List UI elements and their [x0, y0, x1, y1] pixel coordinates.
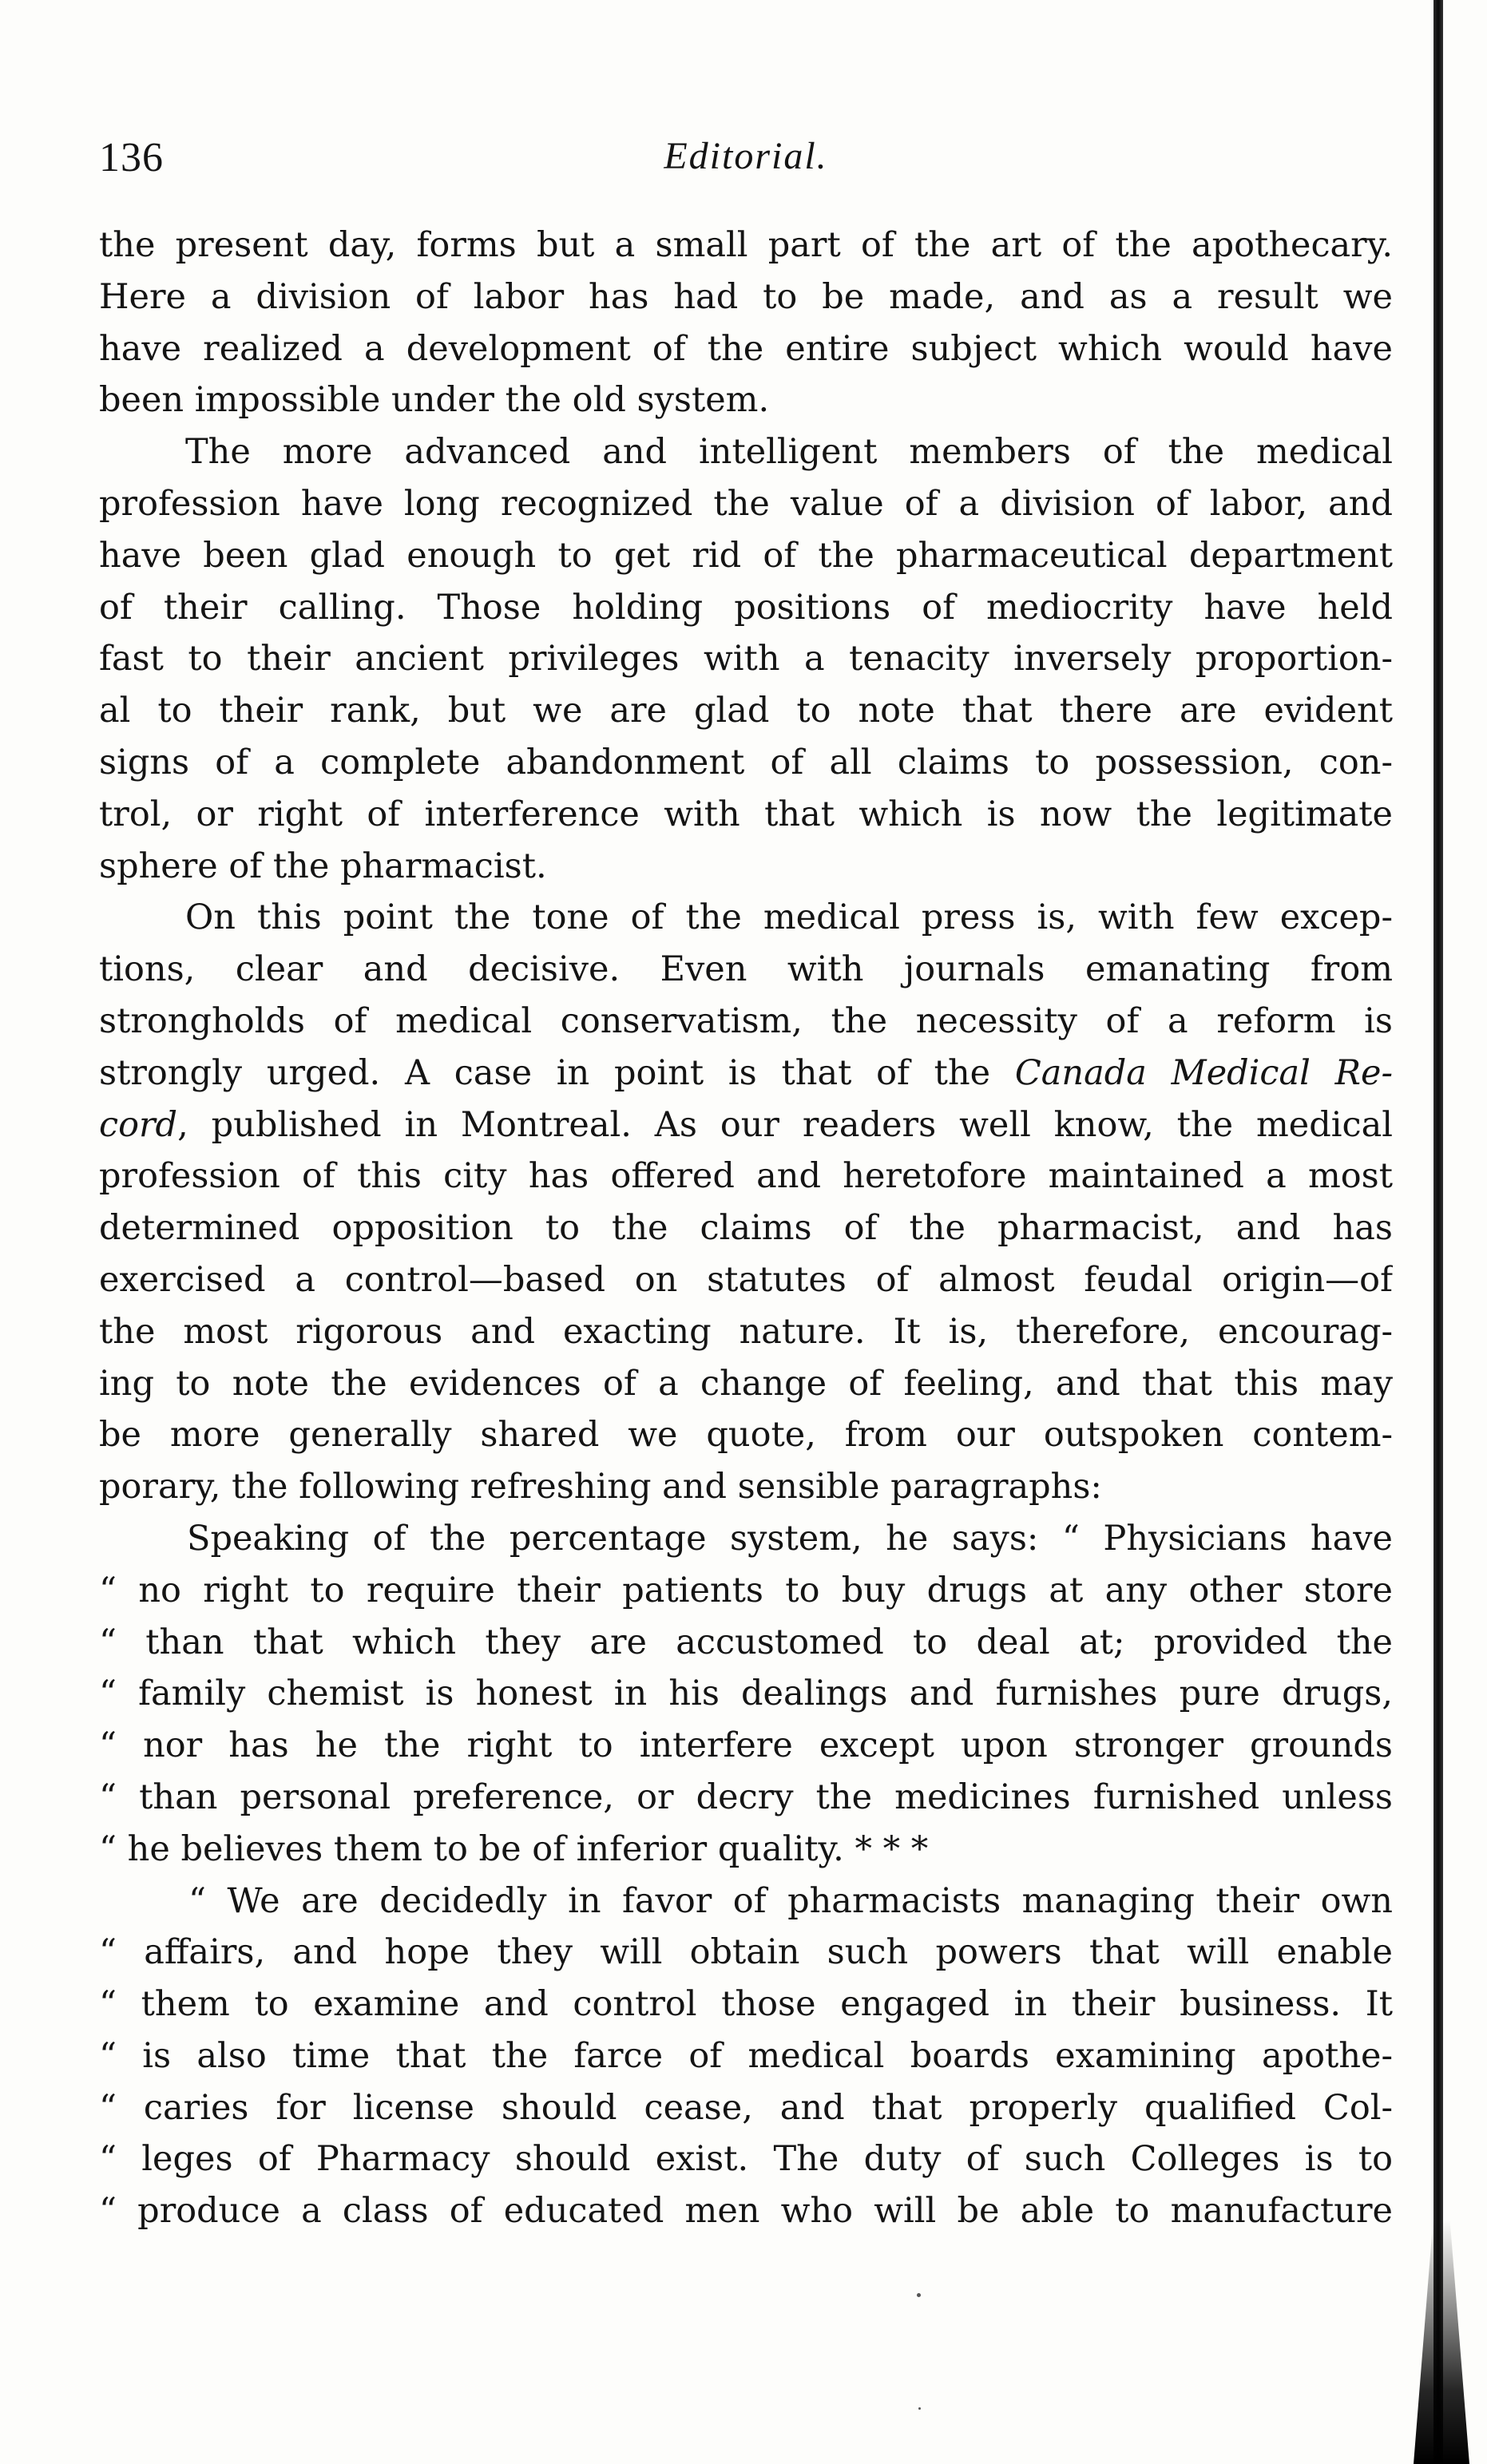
text-line: determined opposition to the claims of the pharmacist, and has [99, 1208, 1393, 1249]
text-line: exercised a control—based on statutes of almost feudal origin—of [99, 1259, 1393, 1300]
text-line: ing to note the evidences of a change of feeling, and that this may [99, 1363, 1393, 1404]
quote-line: “ caries for license should cease, and that properly qualified Col- [99, 2087, 1393, 2128]
running-title: Editorial. [664, 135, 828, 177]
body-text [99, 220, 1393, 2237]
text-line: On this point the tone of the medical press is, with few excep- [185, 897, 1393, 938]
text-line: strongholds of medical conservatism, the necessity of a reform is [99, 1000, 1393, 1041]
text-line: have realized a development of the entire subject which would have [99, 328, 1393, 369]
journal-title-cont: cord [99, 1104, 178, 1145]
paper-speck [917, 2293, 921, 2297]
text-line-with-title [99, 1048, 1393, 1099]
quote-line: “ no right to require their patients to buy drugs at any other store [99, 1570, 1393, 1610]
paper-speck [918, 2407, 921, 2410]
text-line: The more advanced and intelligent members of the medical [185, 432, 1393, 473]
text-line [99, 1099, 1393, 1151]
text-line: al to their rank, but we are glad to note that there are evident [99, 691, 1393, 731]
quote-line: “ family chemist is honest in his dealings and furnishes pure drugs, [99, 1674, 1393, 1714]
text-line: fast to their ancient privileges with a tenacity inversely proportion- [99, 639, 1393, 679]
page-number: 136 [99, 135, 164, 180]
text-line: be more generally shared we quote, from our outspoken contem- [99, 1415, 1393, 1456]
journal-title: Canada Medical Re- [1014, 1052, 1393, 1093]
text-line: the present day, forms but a small part of the art of the apothecary. [99, 225, 1393, 265]
text-line: sphere of the pharmacist. [99, 846, 547, 886]
quote-line: “ produce a class of educated men who will be able to manufacture [99, 2191, 1393, 2232]
text-line: signs of a complete abandonment of all claims to possession, con- [99, 742, 1393, 782]
binding-shadow [1414, 2220, 1469, 2464]
quote-line: “ leges of Pharmacy should exist. The duty of such Colleges is to [99, 2139, 1393, 2180]
quote-line: “ than that which they are accustomed to deal at; provided the [99, 1622, 1393, 1662]
quote-line: “ than personal preference, or decry the medicines furnished unless [99, 1777, 1393, 1817]
text-line: trol, or right of interference with that which is now the legitimate [99, 794, 1393, 834]
text-line: have been glad enough to get rid of the pharmaceutical department [99, 535, 1393, 576]
book-binding-edge [1433, 0, 1443, 2464]
quote-line: “ he believes them to be of inferior quality. * * * [99, 1828, 929, 1869]
text-line: tions, clear and decisive. Even with journals emanating from [99, 949, 1393, 990]
text-line: porary, the following refreshing and sensible paragraphs: [99, 1467, 1102, 1507]
quote-line: “ nor has he the right to interfere except upon stronger grounds [99, 1725, 1393, 1766]
text-line: been impossible under the old system. [99, 380, 770, 421]
page-header [99, 134, 1393, 190]
text-line: Here a division of labor has had to be made, and as a result we [99, 276, 1393, 317]
text-line: profession have long recognized the value of a division of labor, and [99, 483, 1393, 524]
quote-line: “ We are decidedly in favor of pharmacists managing their own [188, 1880, 1393, 1921]
quote-line: Speaking of the percentage system, he says: “ Physicians have [187, 1518, 1393, 1559]
text-line: the most rigorous and exacting nature. It is, therefore, encourag- [99, 1311, 1393, 1352]
text-fragment: , published in Montreal. As our readers well know, the medical [177, 1104, 1393, 1145]
quote-line: “ them to examine and control those engaged in their business. It [99, 1984, 1393, 2025]
text-fragment: strongly urged. A case in point is that of the [99, 1052, 1015, 1093]
text-line: of their calling. Those holding positions of mediocrity have held [99, 587, 1393, 628]
quote-line: “ is also time that the farce of medical boards examining apothe- [99, 2035, 1393, 2076]
quote-line: “ affairs, and hope they will obtain such powers that will enable [99, 1932, 1393, 1973]
text-line: profession of this city has offered and heretofore maintained a most [99, 1156, 1393, 1197]
